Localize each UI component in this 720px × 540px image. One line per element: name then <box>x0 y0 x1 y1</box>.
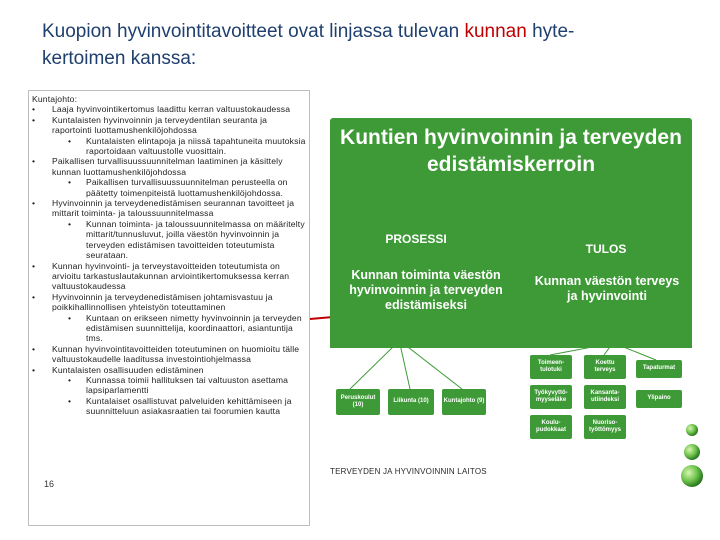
bullet-item: • Kunnan hyvinvointitavoitteiden toteutuminen on huomioitu tälle valtuustokaudelle laaditussa investointiohjelmassa <box>32 344 306 365</box>
criteria-text-box[interactable] <box>28 90 310 526</box>
indicator-box-kuntajohto: Kuntajohto (9) <box>442 389 486 415</box>
bullet-item: • Hyvinvoinnin ja terveydenedistämisen johtamisvastuu ja poikkihallinnollisen yhteistyön toteuttaminen <box>32 292 306 313</box>
bullet-item: • Kuntalaisten hyvinvoinnin ja terveydentilan seuranta ja raportointi luottamushenkilöjohdossa <box>32 115 306 136</box>
bullet-item: • Kunnan hyvinvointi- ja terveystavoitteiden toteutumista on arvioitu tarkastuslautakunnan arviointikertomuksessa kerran valtuustokaudessa <box>32 261 306 292</box>
result-description: Kunnan väestön terveys ja hyvinvointi <box>534 274 680 303</box>
sub-bullet-item: • Paikallisen turvallisuussuunnitelman perusteella on päätetty toimenpiteistä luottamushenkilöjohdossa. <box>32 177 306 198</box>
sub-bullet-item: • Kuntalaiset osallistuvat palveluiden kehittämiseen ja suunnitteluun asiakasraatien tai foorumien kautta <box>32 396 306 417</box>
connector-line <box>350 348 396 389</box>
indicator-box-toimeentulotuki: Toimeen-tulotuki <box>530 355 572 379</box>
title-part2: hyte- <box>532 21 575 42</box>
slide-title <box>42 18 682 72</box>
sub-bullet-item: • Kuntalaisten elintapoja ja niissä tapahtuneita muutoksia raportoidaan valtuustolle vuosittain. <box>32 136 306 157</box>
connector-line <box>400 348 410 389</box>
sub-bullet-item: • Kuntaan on erikseen nimetty hyvinvoinnin ja terveyden edistämisen suunnittelija, koordinaattori, asiantuntija tms. <box>32 313 306 344</box>
bullet-item: • Kuntalaisten osallisuuden edistäminen <box>32 365 306 375</box>
title-highlight: kunnan <box>464 21 527 42</box>
indicator-area <box>330 348 692 450</box>
indicator-box-koettu-terveys: Koettu terveys <box>584 355 626 379</box>
sub-bullet-item: • Kunnassa toimii hallituksen tai valtuuston asettama lapsiparlamentti <box>32 375 306 396</box>
process-description: Kunnan toiminta väestön hyvinvoinnin ja terveyden edistämiseksi <box>349 268 503 312</box>
indicator-box-tyokyvyttomyys: Työkyvyttö-myyseläke <box>530 385 572 409</box>
connector-line <box>404 348 462 389</box>
title-line2: kertoimen kanssa: <box>42 48 197 69</box>
indicator-box-tapaturmat: Tapaturmat <box>636 360 682 378</box>
indicator-box-nuorisotyottomyys: Nuoriso-työttömyys <box>584 415 626 439</box>
bullet-item: • Paikallisen turvallisuussuunnitelman laatiminen ja käsittely kunnan luottamushenkilöjohdossa <box>32 156 306 177</box>
page-number: 16 <box>44 479 55 489</box>
indicator-box-liikunta: Liikunta (10) <box>388 389 434 415</box>
textbox-heading: Kuntajohto: <box>32 94 78 104</box>
orb-large <box>681 465 703 487</box>
diagram-caption: TERVEYDEN JA HYVINVOINNIN LAITOS <box>330 467 487 476</box>
sub-bullet-item: • Kunnan toiminta- ja taloussuunnitelmassa on määritelty mittarit/tunnusluvut, joilla väestön hyvinvoinnin ja terveyden edistämisen tavoitteiden toteutumista seurataan. <box>32 219 306 261</box>
indicator-box-kansantauti: Kansanta-utiindeksi <box>584 385 626 409</box>
orb-small <box>686 424 698 436</box>
orb-medium <box>684 444 700 460</box>
result-label: TULOS <box>585 242 627 256</box>
bullet-item: • Hyvinvoinnin ja terveydenedistämisen seurannan tavoitteet ja mittarit toiminta- ja taloussuunnitelmassa <box>32 198 306 219</box>
diagram-title: Kuntien hyvinvoinnin ja terveyden edistämiskerroin <box>340 126 682 176</box>
connector-line <box>550 348 608 355</box>
title-part1: Kuopion hyvinvointitavoitteet ovat linjassa tulevan <box>42 21 460 42</box>
indicator-box-ylipaino: Ylipaino <box>636 390 682 408</box>
process-label: PROSESSI <box>385 232 447 246</box>
connector-line <box>604 348 612 355</box>
bullet-item: • Laaja hyvinvointikertomus laadittu kerran valtuustokaudessa <box>32 104 306 114</box>
indicator-box-koulupudokkaat: Koulu-pudokkaat <box>530 415 572 439</box>
decorative-orbs-icon <box>680 418 704 490</box>
diagram-panel <box>330 118 692 450</box>
indicator-box-peruskoulut: Peruskoulut (10) <box>336 389 380 415</box>
